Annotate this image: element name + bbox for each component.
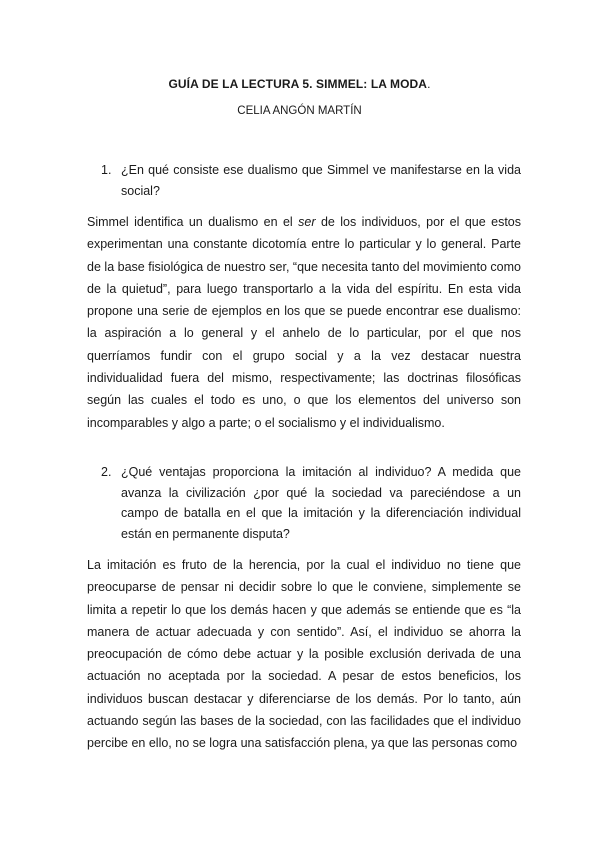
question-text: ¿En qué consiste ese dualismo que Simmel ve manifestarse en la vida social?: [121, 163, 521, 198]
title-period: .: [427, 77, 431, 91]
document-author: CELIA ANGÓN MARTÍN: [237, 105, 362, 117]
question-1: [101, 160, 521, 201]
title-text: GUÍA DE LA LECTURA 5. SIMMEL: LA MODA: [168, 77, 428, 91]
question-number: 1.: [101, 163, 112, 177]
answer-paragraph: [87, 211, 521, 434]
answer-paragraph: La imitación es fruto de la herencia, por la cual el individuo no tiene que preocuparse de pensar ni decidir sobre lo que le conviene, simplemente se limita a repetir lo que los demás hacen y que además se entiende que es “la manera de actuar adecuada y con sentido”. Así, el individuo se ahorra la preocupación de cómo debe actuar y la posible exclusión derivada de una actuación no aceptada por la sociedad. A pesar de estos beneficios, los individuos buscan destacar y diferenciarse de los demás. Por lo tanto, aún actuando según las bases de la sociedad, con las facilidades que el individuo percibe en ello, no se logra una satisfacción plena, ya que las personas como: [87, 558, 521, 751]
question-2: [101, 462, 521, 544]
answer-italic-term: ser: [298, 215, 316, 229]
answer-2: [87, 554, 521, 755]
question-number: 2.: [101, 465, 112, 479]
answer-text-rest: de los individuos, por el que estos experimentan una constante dicotomía entre lo particular y lo general. Parte de la base fisiológica de nuestro ser, “que necesita tanto del movimiento como de la quietud”, para luego transportarlo a la vida del espíritu. En esta vida propone una serie de ejemplos en los que se puede encontrar ese dualismo: la aspiración a lo general y el anhelo de lo particular, por el que nos querríamos fundir con el grupo social y a la vez destacar nuestra individualidad fuera del mismo, respectivamente; las doctrinas filosóficas según las cuales el todo es uno, o que los elementos del universo son incomparables y algo a parte; o el socialismo y el individualismo.: [87, 215, 521, 430]
document-title: [0, 77, 599, 91]
question-text: ¿Qué ventajas proporciona la imitación al individuo? A medida que avanza la civilización ¿por qué la sociedad va pareciéndose a un campo de batalla en el que la imitación y la diferenciación individual están en permanente disputa?: [121, 465, 521, 541]
answer-text-start: Simmel identifica un dualismo en el: [87, 215, 299, 229]
answer-1: [87, 211, 521, 434]
